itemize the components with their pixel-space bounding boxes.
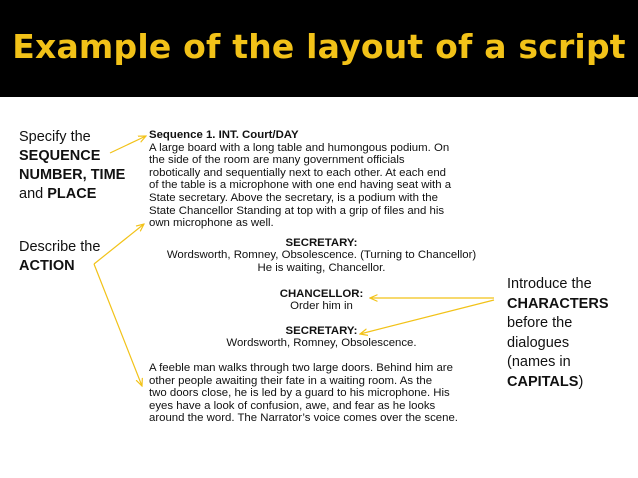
note-line: NUMBER, TIME [19,167,126,183]
action-line: around the word. The Narrator’s voice comes over the scene. [149,412,458,425]
note-line: (names in [507,354,571,370]
action-line: A large board with a long table and humongous podium. On [149,141,450,154]
note-word-bold: PLACE [47,186,97,202]
note-line: Introduce the [507,276,592,292]
arrow-to-action-1 [94,224,144,264]
speaker-secretary: SECRETARY: [285,324,358,337]
note-line: before the [507,315,573,331]
action-line: State Chancellor Standing at top with a grip of files and his [149,204,445,217]
speaker-chancellor: CHANCELLOR: [279,287,364,300]
action-line: other people awaiting their fate in a waiting room. As the [149,374,433,387]
note-word-bold: CAPITALS [507,373,579,390]
note-line: dialogues [507,334,570,351]
slide-title: Example of the layout of a script [12,27,626,66]
action-line: eyes have a look of confusion, awe, and fear as he looks [149,399,436,412]
speaker-secretary: SECRETARY: [285,236,358,249]
arrow-to-heading [110,136,146,153]
note-word: and [19,186,44,202]
action-line: own microphone as well. [149,217,274,230]
action-line: of the table is a microphone with one end having seat with a [149,179,452,192]
note-line: CHARACTERS [507,295,609,312]
dialogue-line: Order him in [290,300,353,313]
action-line: two doors close, he is led by a guard to his microphone. His [149,387,450,400]
note-word: ) [578,373,584,390]
dialogue-line: He is waiting, Chancellor. [257,261,386,274]
note-line: ACTION [19,258,75,274]
note-line: Describe the [19,239,101,255]
dialogue-line: Wordsworth, Romney, Obsolescence. (Turning to Chancellor) [166,249,477,262]
action-line: the side of the room are many government officials [149,154,405,167]
note-line: SEQUENCE [19,148,101,164]
action-line: State secretary. Above the secretary, is a podium with the [149,191,438,204]
note-line: Specify the [19,129,91,145]
action-line: robotically and sequentially next to each other. At each end [149,166,446,179]
arrow-to-action-2 [94,264,142,386]
dialogue-line: Wordsworth, Romney, Obsolescence. [226,337,417,350]
scene-heading: Sequence 1. INT. Court/DAY [149,129,299,141]
action-line: A feeble man walks through two large doors. Behind him are [149,361,453,374]
arrow-to-secretary [360,300,494,334]
